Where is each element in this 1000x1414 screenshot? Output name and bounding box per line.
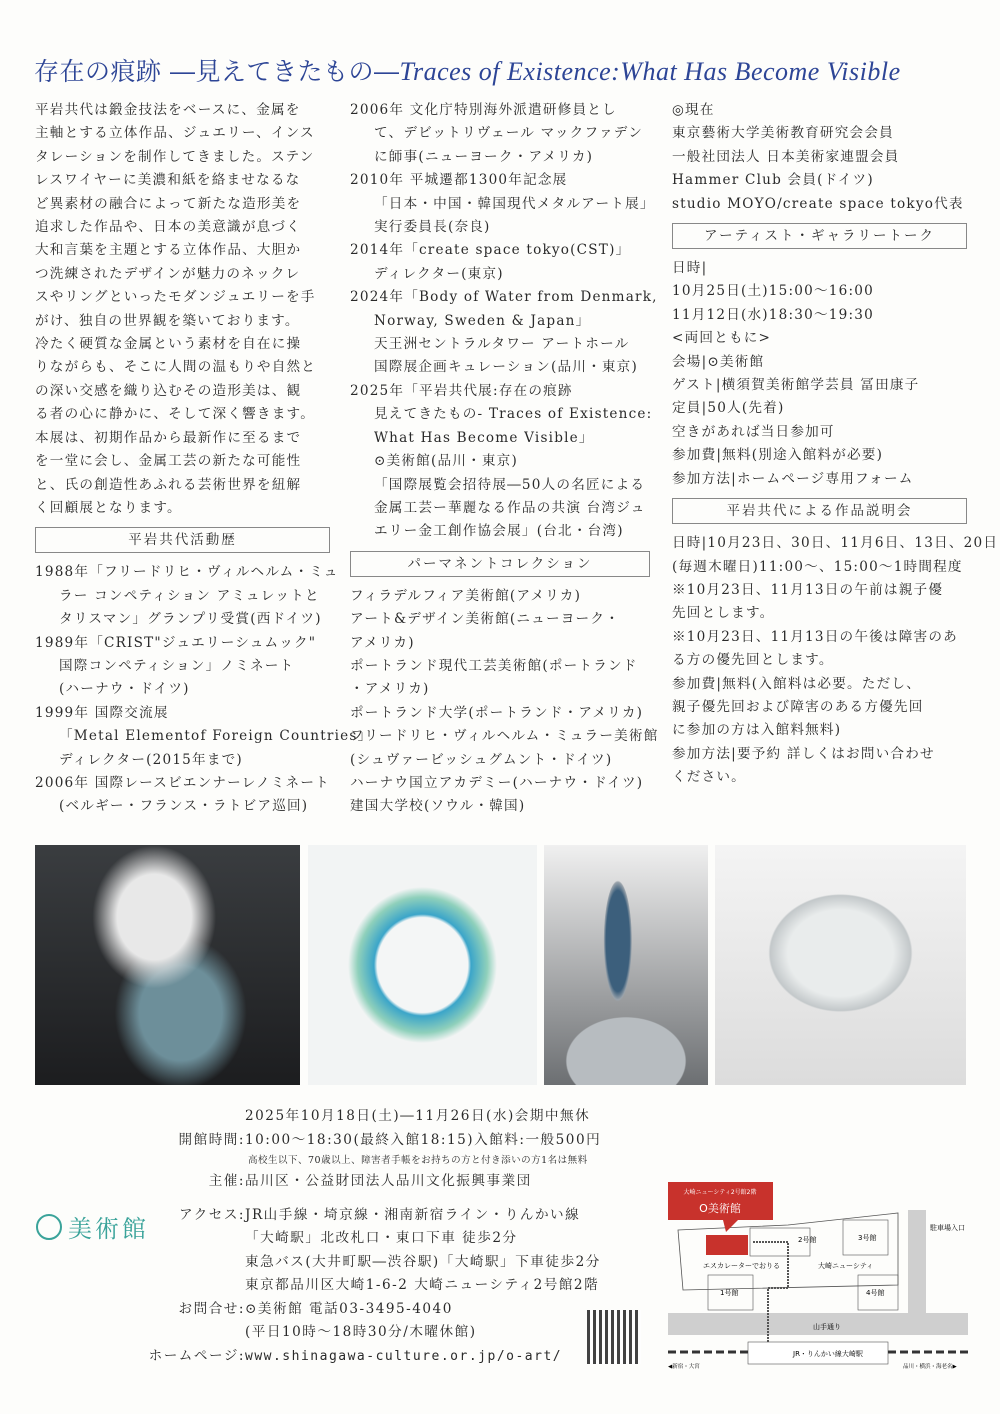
map-museum-marker — [706, 1235, 748, 1255]
map-road-label: 山手通り — [813, 1323, 841, 1331]
text-line: アート&デザイン美術館(ニューヨーク・ — [350, 611, 620, 628]
explain-details — [672, 532, 999, 789]
text-line: 東京藝術大学美術教育研究会会員 — [672, 125, 894, 142]
text-line: 2025年「平岩共代展:存在の痕跡 — [350, 382, 573, 399]
map-parking-label: 駐車場入口 — [930, 1224, 965, 1232]
o-circle-icon — [36, 1214, 62, 1240]
text-line: 一般社団法人 日本美術家連盟会員 — [672, 148, 900, 165]
exhibition-dates: 2025年10月18日(土)―11月26日(水)会期中無休 — [245, 1108, 591, 1124]
text-line: ディレクター(2015年まで) — [59, 751, 243, 768]
text-line: フリードリヒ・ヴィルヘルム・ミュラー美術館 — [350, 728, 659, 745]
exhibition-info: 2025年10月18日(土)―11月26日(水)会期中無休 開館時間: 10:00〜18:30(最終入館18:15)入館料:一般500円 高校生以下、70歳以上、障害者手帳をお持ちの方と付き添いの方1名は無料 主催: 品川区・公益財団法人品川文化振興事業団 アクセス: JR山手線・埼京線・湘南新宿ライン・りんかい線 「大崎駅」北改札口・東口下車 徒歩2分 東急バス(大井町駅―渋谷駅)「大崎駅」下車徒歩2分 東京都品川区大崎1-6-2 大崎ニューシティ2号館2階 お問合せ: ⊙美術館 電話03-3495-4040 (平日10時〜18時30分/木曜休館) ホームページ: www.shinagawa-culture.or.jp/o-art/ — [140, 1105, 660, 1368]
text-line: 参加方法|ホームページ専用フォーム — [672, 470, 914, 487]
text-line: 「日本・中国・韓国現代メタルアート展」 — [374, 195, 655, 212]
text-line: 参加費|無料(別途入館料が必要) — [672, 447, 884, 464]
history-heading: 平岩共代活動歴 — [35, 527, 330, 553]
qr-code[interactable] — [587, 1310, 641, 1364]
text-line: 参加費|無料(入館料は必要。ただし、 — [672, 675, 921, 692]
text-line: レスワイヤーに美濃和紙を絡ませなるな — [35, 172, 301, 189]
museum-logo: 美術館 — [36, 1209, 149, 1244]
text-line: 空きがあれば当日参加可 — [672, 423, 835, 440]
map-direction-right: 品川・横浜・海老名▶ — [903, 1364, 957, 1370]
text-line: つ洗練されたデザインが魅力のネックレ — [35, 265, 301, 282]
text-line: What Has Become Visible」 — [374, 429, 594, 446]
text-line: フィラデルフィア美術館(アメリカ) — [350, 587, 582, 604]
column-1 — [35, 99, 373, 819]
text-line: ◎現在 — [672, 102, 715, 118]
title-en: Traces of Existence:What Has Become Visible — [399, 57, 901, 86]
text-line: 大和言葉を主題とする立体作品、大胆か — [35, 242, 302, 259]
text-line: ラー コンペティション アミュレットと — [59, 587, 320, 604]
current-roles — [672, 99, 967, 216]
homepage-link[interactable]: www.shinagawa-culture.or.jp/o-art/ — [245, 1348, 563, 1364]
text-line: 見えてきたもの- Traces of Existence: — [374, 406, 653, 423]
map-callout-sub: 大崎ニューシティ2号館2階 — [683, 1189, 757, 1196]
text-line: ポートランド現代工芸美術館(ポートランド — [350, 657, 638, 674]
text-line: ポートランド大学(ポートランド・アメリカ) — [350, 704, 644, 721]
text-line: りながらも、そこに人間の温もりや自然と — [35, 359, 317, 376]
text-line: 11月12日(水)18:30〜19:30 — [672, 306, 874, 323]
collection-heading: パーマネントコレクション — [350, 551, 650, 577]
text-line: 日時|10月23日、30日、11月6日、13日、20日 — [672, 535, 999, 552]
map-escalator-label: エスカレーターでおりる — [703, 1262, 780, 1270]
history-list — [35, 561, 373, 818]
text-line: 本展は、初期作品から最新作に至るまで — [35, 429, 302, 446]
text-line: ゲスト|横須賀美術館学芸員 冨田康子 — [672, 377, 920, 394]
text-line: <両回ともに> — [672, 330, 772, 347]
access-line: 東急バス(大井町駅―渋谷駅)「大崎駅」下車徒歩2分 — [245, 1253, 601, 1270]
text-line: studio MOYO/create space tokyo代表 — [672, 195, 964, 212]
text-line: の深い交感を織り込むその造形美は、観 — [35, 382, 302, 399]
text-line: 親子優先回および障害のある方優先回 — [672, 698, 924, 715]
text-line: 追求した作品や、日本の美意識が息づく — [35, 219, 302, 236]
text-line: ※10月23日、11月13日の午後は障害のあ — [672, 628, 958, 645]
text-line: 1989年「CRIST"ジュエリーシュムック" — [35, 634, 317, 651]
text-line: エリー金工創作協会展」(台北・台湾) — [374, 523, 624, 540]
text-line: タリスマン」グランプリ受賞(西ドイツ) — [59, 611, 322, 628]
text-line: 先回とします。 — [672, 605, 775, 622]
text-line: ど異素材の融合によって新たな造形美を — [35, 195, 302, 212]
text-line: ・アメリカ) — [350, 681, 430, 698]
map-direction-left: ◀新宿・大宮 — [668, 1364, 700, 1370]
text-line: く回顧展となります。 — [35, 499, 182, 516]
text-line: ディレクター(東京) — [374, 265, 504, 282]
column-3 — [672, 99, 999, 790]
text-line: スやリングといったモダンジュエリーを手 — [35, 289, 316, 306]
history-list-continued — [350, 99, 658, 544]
text-line: 金属工芸ー華麗なる作品の共演 台湾ジュ — [374, 499, 646, 516]
map-city-label: 大崎ニューシティ — [818, 1262, 874, 1270]
text-line: 2006年 文化庁特別海外派遣研修員とし — [350, 102, 617, 118]
text-line: ください。 — [672, 769, 746, 786]
access-map — [668, 1180, 968, 1370]
text-line: 2024年「Body of Water from Denmark, — [350, 289, 658, 306]
text-line: アメリカ) — [350, 634, 415, 651]
text-line: 「Metal Elementof Foreign Countries」 — [59, 728, 373, 745]
map-station-label: JR・りんかい線大崎駅 — [793, 1350, 863, 1358]
text-line: 建国大学校(ソウル・韓国) — [350, 798, 526, 815]
text-line: (毎週木曜日)11:00〜、15:00〜1時間程度 — [672, 558, 963, 575]
map-side-road — [908, 1210, 926, 1320]
text-line: 2010年 平城遷都1300年記念展 — [350, 172, 568, 189]
map-callout-label: O美術館 — [699, 1202, 741, 1215]
text-line: に参加の方は入館料無料) — [672, 722, 842, 739]
text-line: 国際コンペティション」ノミネート — [59, 657, 295, 674]
talk-details — [672, 257, 967, 491]
map-building-1: 1号館 — [720, 1289, 739, 1297]
text-line: タレーションを制作してきました。ステン — [35, 148, 315, 165]
access-line: JR山手線・埼京線・湘南新宿ライン・りんかい線 — [245, 1206, 581, 1223]
contact-phone: ⊙美術館 電話03-3495-4040 — [245, 1300, 453, 1317]
artwork-photo-3 — [544, 845, 708, 1085]
text-line: (シュヴァービッシュグムント・ドイツ) — [350, 751, 613, 768]
text-line: 参加方法|要予約 詳しくはお問い合わせ — [672, 745, 935, 762]
text-line: 主軸とする立体作品、ジュエリー、インス — [35, 125, 315, 142]
talk-heading: アーティスト・ギャラリートーク — [672, 223, 967, 249]
text-line: る者の心に静かに、そして深く響きます。 — [35, 406, 315, 423]
free-admission-note: 高校生以下、70歳以上、障害者手帳をお持ちの方と付き添いの方1名は無料 — [248, 1155, 588, 1166]
text-line: (ベルギー・フランス・ラトビア巡回) — [59, 798, 309, 815]
text-line: て、デビットリヴェール マックファデン — [374, 125, 644, 142]
text-line: ※10月23日、11月13日の午前は親子優 — [672, 581, 944, 598]
artwork-photo-4 — [715, 845, 966, 1085]
text-line: ⊙美術館(品川・東京) — [374, 453, 518, 470]
map-building-3: 3号館 — [858, 1234, 877, 1242]
text-line: Norway, Sweden & Japan」 — [374, 312, 591, 329]
contact-hours: (平日10時〜18時30分/木曜休館) — [245, 1324, 477, 1340]
text-line: 定員|50人(先着) — [672, 400, 785, 417]
text-line: 日時| — [672, 260, 708, 277]
text-line: 2014年「create space tokyo(CST)」 — [350, 242, 631, 259]
text-line: (ハーナウ・ドイツ) — [59, 681, 190, 698]
text-line: 1999年 国際交流展 — [35, 704, 169, 721]
title-ja: 存在の痕跡 ―見えてきたもの― — [34, 57, 400, 86]
text-line: に師事(ニューヨーク・アメリカ) — [374, 148, 594, 165]
map-building-4: 4号館 — [866, 1289, 885, 1297]
collection-list — [350, 585, 659, 819]
text-line: Hammer Club 会員(ドイツ) — [672, 172, 874, 189]
text-line: 会場|⊙美術館 — [672, 353, 765, 370]
access-line: 「大崎駅」北改札口・東口下車 徒歩2分 — [245, 1230, 518, 1246]
text-line: 「国際展覧会招待展―50人の名匠による — [374, 476, 646, 493]
text-line: を一堂に会し、金属工芸の新たな可能性 — [35, 453, 302, 470]
text-line: 冷たく硬質な金属という素材を自在に操 — [35, 336, 302, 353]
text-line: 天王洲セントラルタワー アートホール — [374, 336, 630, 353]
text-line: 1988年「フリードリヒ・ヴィルヘルム・ミュ — [35, 564, 339, 581]
column-2 — [350, 99, 659, 819]
text-line: がけ、独自の世界観を築いております。 — [35, 312, 300, 329]
text-line: と、氏の創造性あふれる芸術世界を紐解 — [35, 476, 302, 493]
text-line: る方の優先回とします。 — [672, 652, 834, 669]
page-title — [34, 52, 901, 88]
map-building-2: 2号館 — [798, 1236, 817, 1244]
address: 東京都品川区大崎1-6-2 大崎ニューシティ2号館2階 — [245, 1277, 600, 1293]
organizer: 品川区・公益財団法人品川文化振興事業団 — [245, 1173, 532, 1189]
artwork-photo-2 — [308, 845, 537, 1085]
artwork-photo-1 — [35, 845, 300, 1085]
opening-hours: 10:00〜18:30(最終入館18:15)入館料:一般500円 — [245, 1131, 602, 1148]
text-line: 実行委員長(奈良) — [374, 219, 491, 236]
text-line: ハーナウ国立アカデミー(ハーナウ・ドイツ) — [350, 774, 644, 791]
intro-text — [35, 99, 330, 520]
text-line: 10月25日(土)15:00〜16:00 — [672, 283, 874, 300]
explain-heading: 平岩共代による作品説明会 — [672, 498, 967, 524]
text-line: 平岩共代は鍛金技法をベースに、金属を — [35, 102, 301, 118]
text-line: 2006年 国際レースビエンナーレノミネート — [35, 774, 330, 791]
text-line: 国際展企画キュレーション(品川・東京) — [374, 359, 638, 376]
